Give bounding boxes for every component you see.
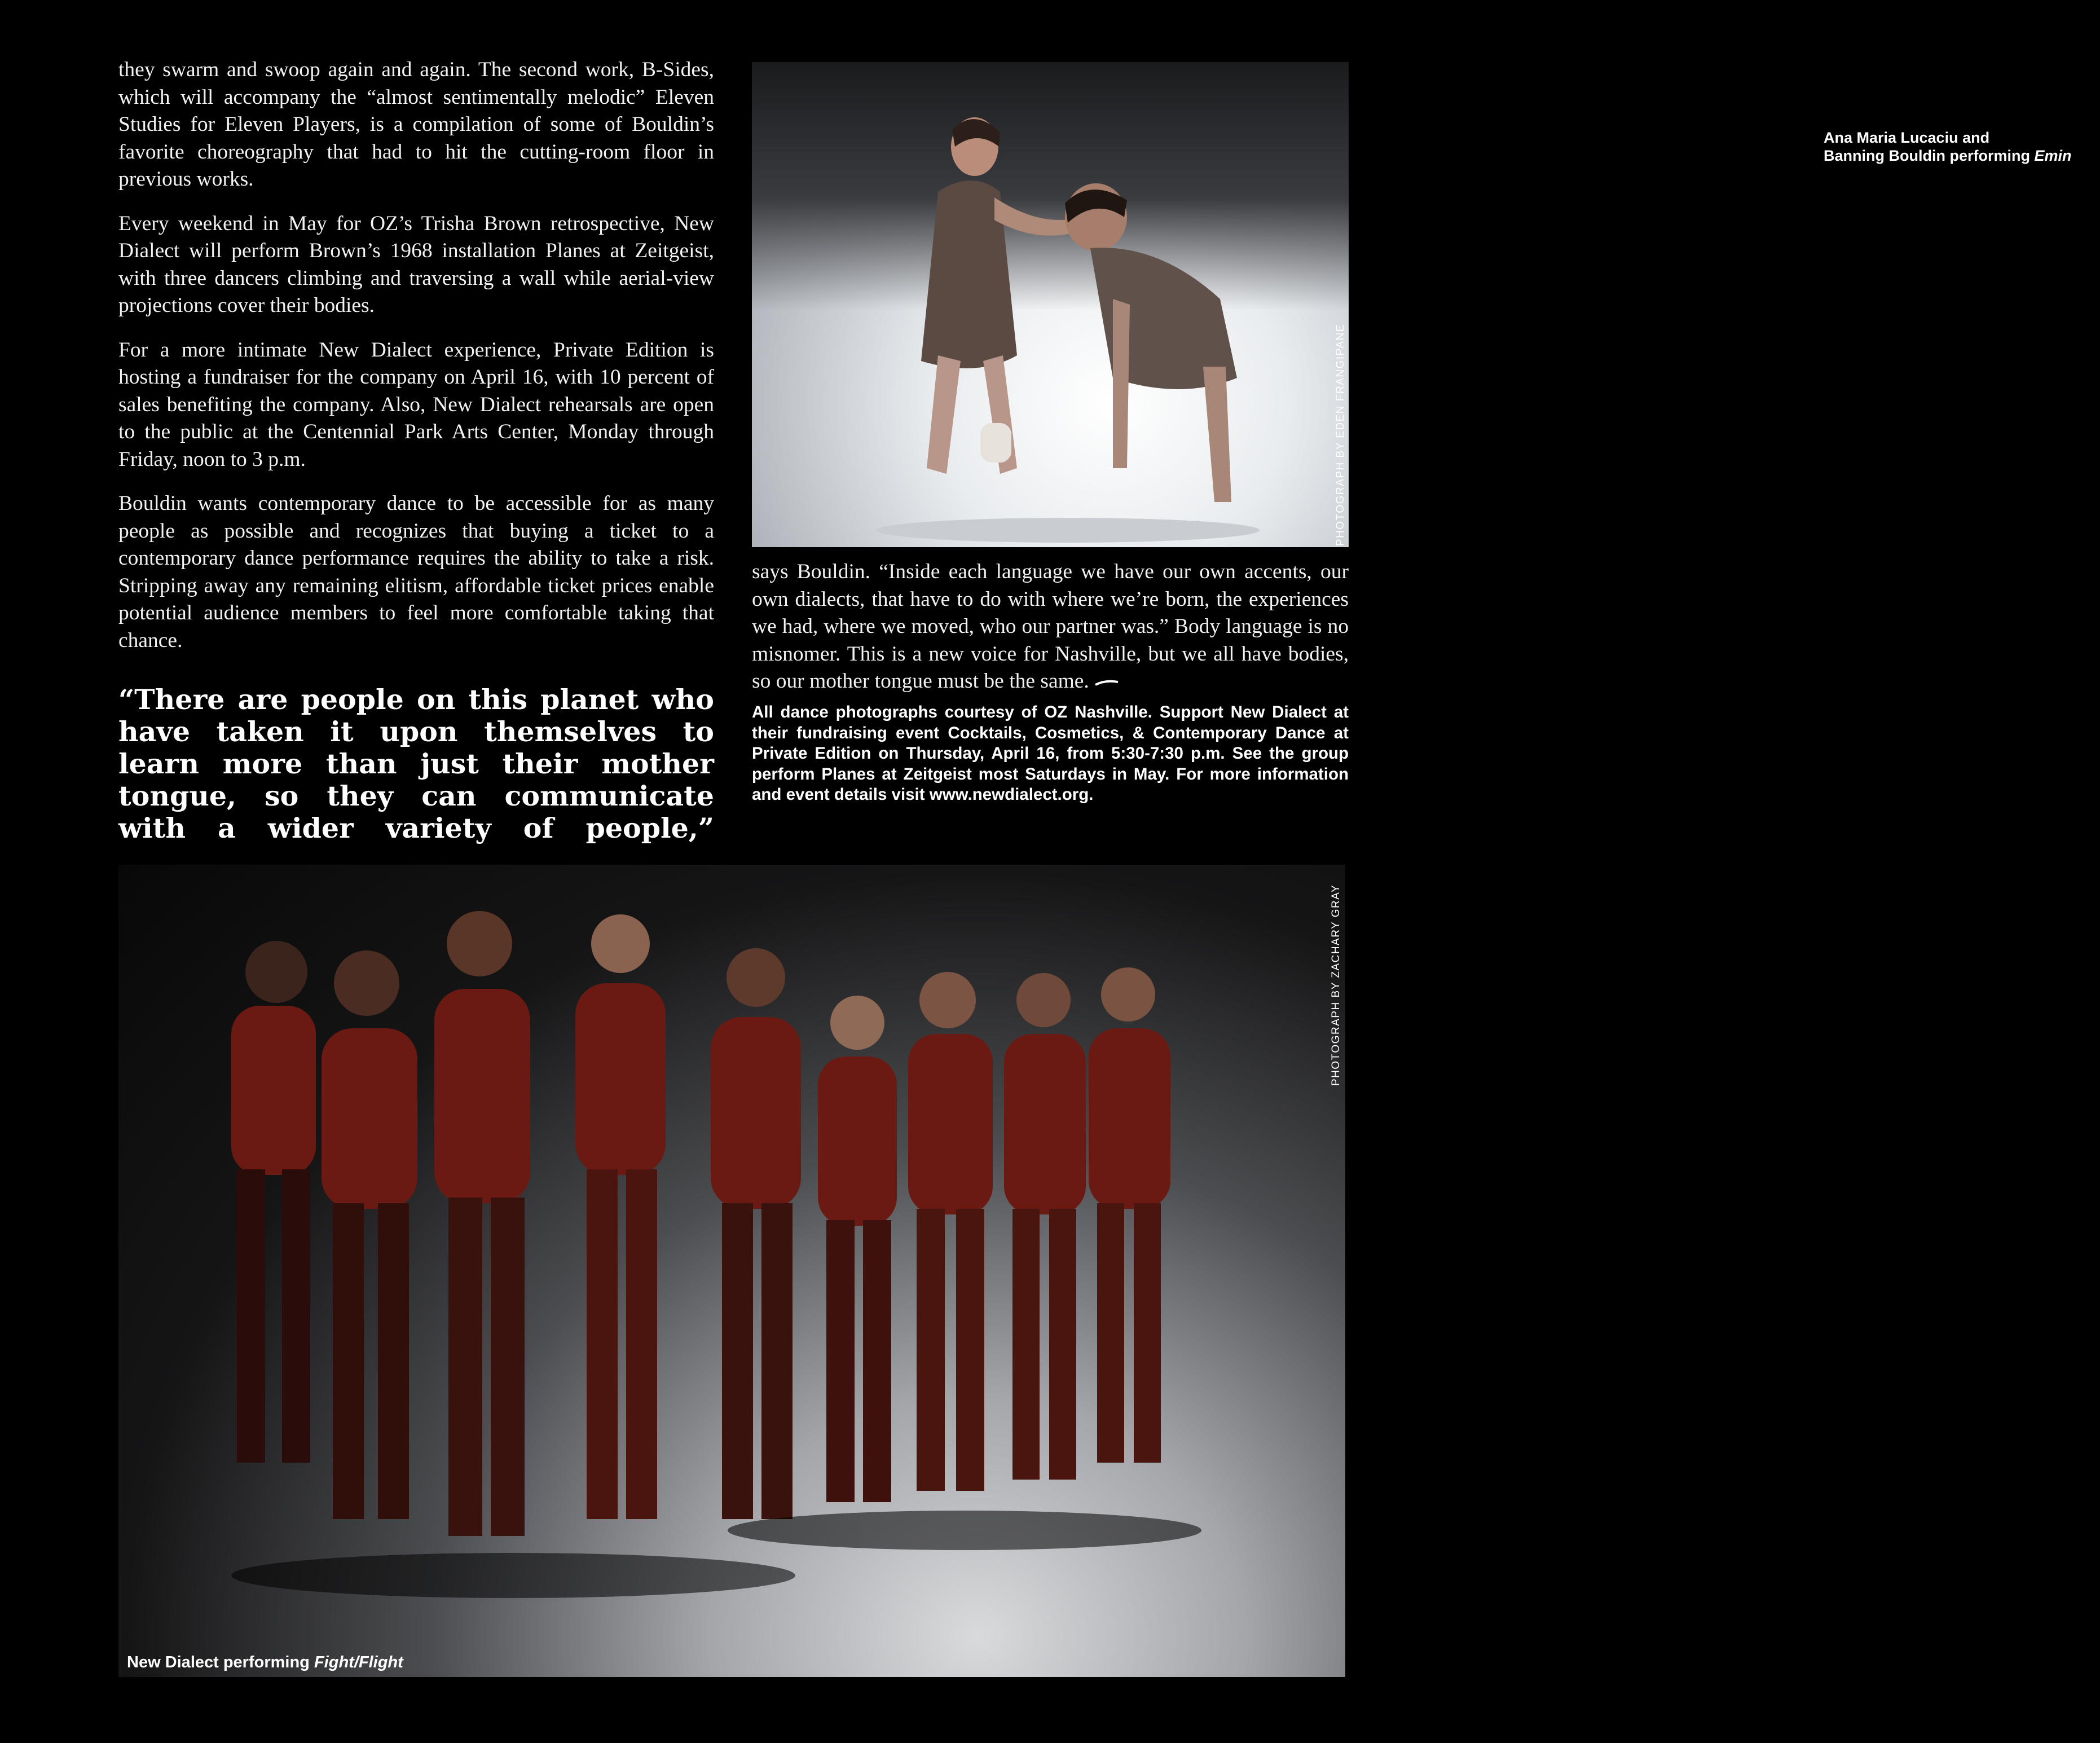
photo-fight-flight <box>118 865 1345 1677</box>
body-paragraph: For a more intimate New Dialect experience, Private Edition is hosting a fundraiser for the company on April 16, with 10 percent of sales benefiting the company. Also, New Dialect rehearsals are open to the public at the Centennial Park Arts Center, Monday through Friday, noon to 3 p.m. <box>118 338 714 471</box>
body-paragraph: Bouldin wants contemporary dance to be accessible for as many people as possible and recognizes that buying a ticket to a contemporary dance performance requires the ability to take a risk. Stripping away any remaining elitism, affordable ticket prices enable potential audience members to feel more comfortable taking that chance. <box>118 492 714 652</box>
dancer-7 <box>908 972 993 1491</box>
left-column <box>118 56 714 654</box>
dancer-3 <box>434 911 530 1536</box>
caption-line: Ana Maria Lucaciu and <box>1824 129 1990 146</box>
pull-quote: “There are people on this planet who have taken it upon themselves to learn more than just their mother tongue, so they can communicate with a wider variety of people,” <box>118 683 714 844</box>
floor-shadow <box>876 518 1260 543</box>
end-mark-icon <box>1094 679 1119 686</box>
caption-text: New Dialect performing <box>127 1653 314 1671</box>
photo-credit-top: PHOTOGRAPH BY EDEN FRANGIPANE <box>1335 323 1346 546</box>
photo-caption-bottom <box>127 1653 403 1672</box>
dancer-leg <box>927 355 961 474</box>
body-paragraph: Every weekend in May for OZ’s Trisha Brown retrospective, New Dialect will perform Brown’s 1968 installation Planes at Zeitgeist, with three dancers climbing and traversing a wall while aerial-view projections cover their bodies. <box>118 212 714 317</box>
dancer-leg <box>1203 367 1231 502</box>
dancers-illustration <box>752 62 1349 547</box>
caption-text: Banning Bouldin performing <box>1824 147 2035 164</box>
body-paragraph: says Bouldin. “Inside each language we have our own accents, our own dialects, that have to do with where we’re born, the experiences we had, where we moved, who our partner was.” Body language is no misnomer. This is a new voice for Nashville, but we all have bodies, so our mother tongue must be the same. <box>752 560 1349 693</box>
floor-shadows <box>231 1511 1201 1598</box>
caption-title: Emin <box>2034 147 2072 164</box>
photo-caption-top <box>1824 129 2100 165</box>
knee-pad <box>980 423 1011 463</box>
ensemble-illustration <box>118 865 1345 1677</box>
dancer-4 <box>575 914 666 1519</box>
caption-line <box>1824 147 2100 165</box>
dancer-6 <box>818 996 897 1502</box>
event-note: All dance photographs courtesy of OZ Nashville. Support New Dialect at their fundraising event Cocktails, Cosmetics, & Contemporary Dance at Private Edition on Thursday, April 16, from 5:30-7:30 p.m. See the group perform Planes at Zeitgeist most Saturdays in May. For more information and event details visit www.newdialect.org. <box>752 703 1349 804</box>
photo-emin <box>752 62 2072 547</box>
caption-title: Fight/Flight <box>314 1653 403 1671</box>
right-column-text <box>752 558 1349 696</box>
photo-credit-bottom: PHOTOGRAPH BY ZACHARY GRAY <box>1330 884 1342 1086</box>
dancer-arm <box>1113 299 1130 468</box>
dancer-2 <box>322 950 417 1519</box>
dancer-5 <box>711 948 801 1519</box>
dancer-9 <box>1089 967 1170 1463</box>
dancer-8 <box>1004 973 1086 1480</box>
body-paragraph: they swarm and swoop again and again. The second work, B-Sides, which will accompany the “almost sentimentally melodic” Eleven Studies for Eleven Players, is a compilation of some of Bouldin’s favorite choreography that had to hit the cutting-room floor in previous works. <box>118 58 714 191</box>
dancer-1 <box>231 941 316 1463</box>
dancer-group <box>231 911 1170 1536</box>
